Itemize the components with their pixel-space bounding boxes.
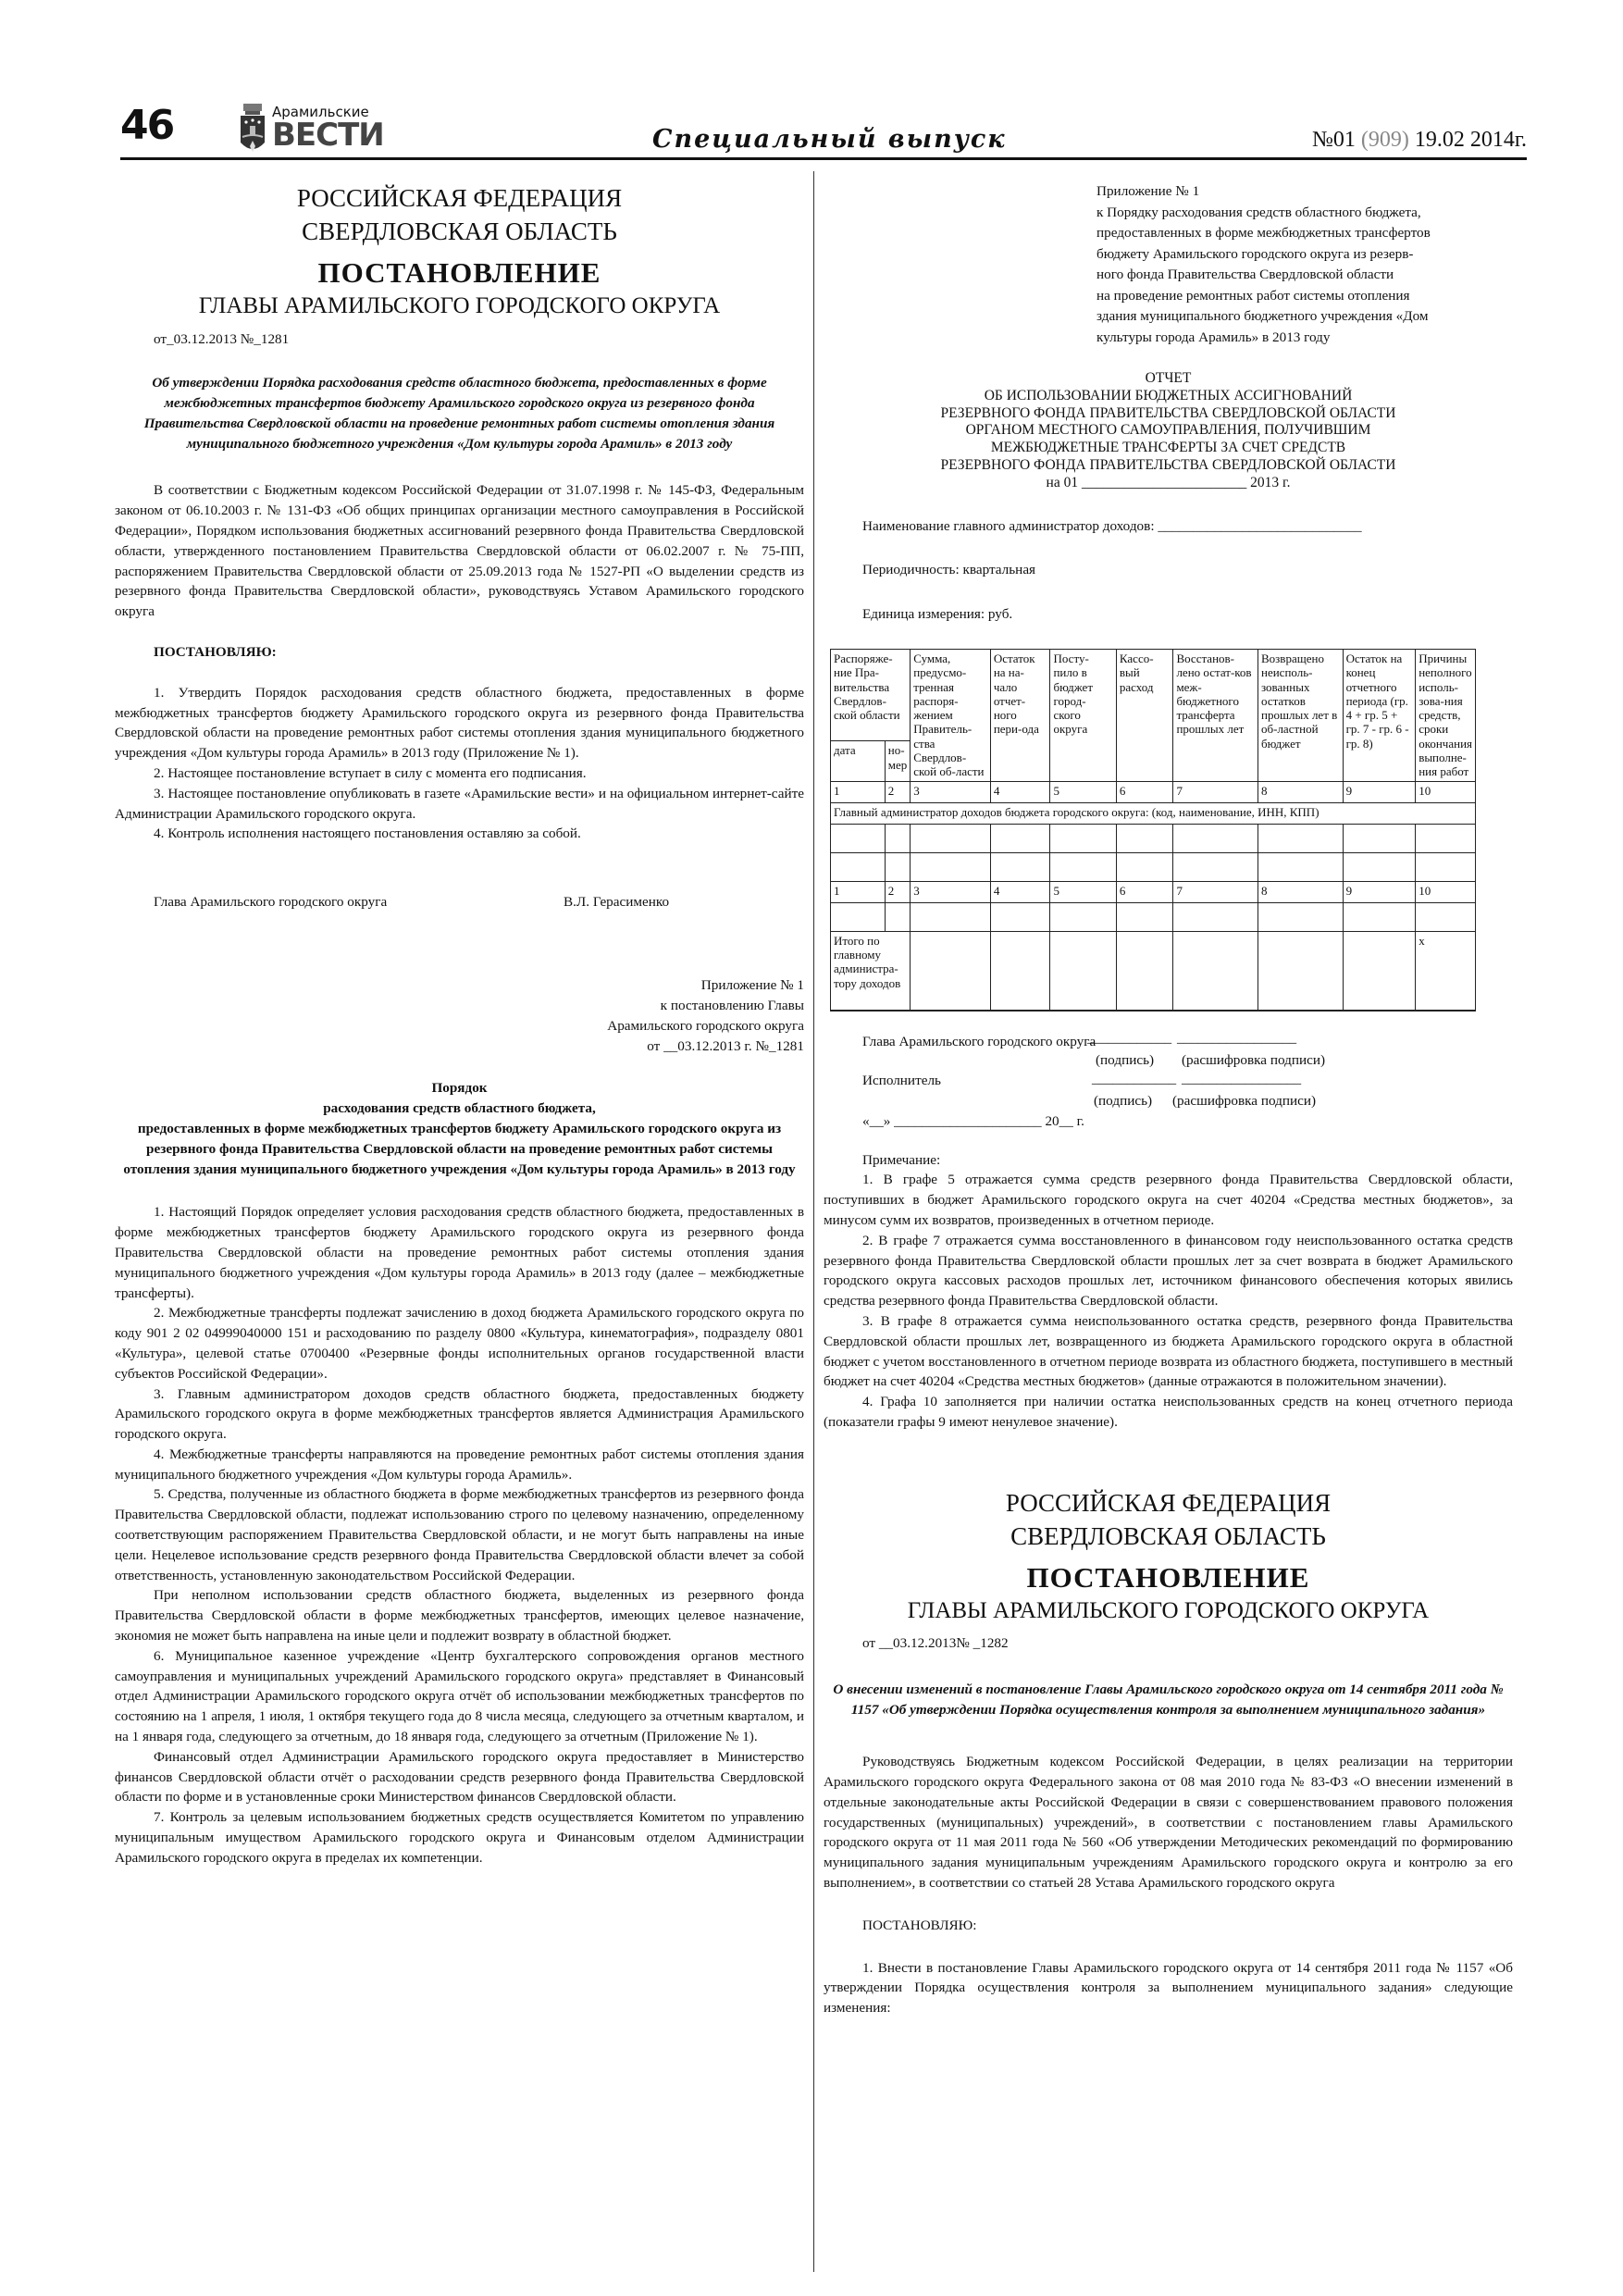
table-header-cell: Причины неполного исполь-зова-ния средств, сроки окончания выполне-ния работ	[1416, 649, 1476, 781]
column-number: 3	[911, 781, 991, 802]
issue-total-number: (909)	[1360, 128, 1409, 152]
table-admin-row	[831, 802, 1476, 824]
table-column-numbers-row	[831, 881, 1476, 902]
column-number: 6	[1116, 881, 1173, 902]
notes	[824, 1150, 1513, 1433]
sign-caption: (подпись)	[1094, 1092, 1153, 1109]
report-title-line: МЕЖБЮДЖЕТНЫЕ ТРАНСФЕРТЫ ЗА СЧЕТ СРЕДСТВ	[990, 440, 1346, 456]
decree-subject: О внесении изменений в постановление Главы Арамильского городского округа от 14 сентября 2011 года № 1157 «Об утверждении Порядка осуществления контроля за выполнением муниципального задания»	[833, 1682, 1504, 1719]
report-date-blank: «__» _____________________ 20__ г.	[862, 1112, 1084, 1129]
order-paragraph: 1. Настоящий Порядок определяет условия расходования средств областного бюджета, предоставленных в форме межбюджетных трансфертов бюджету Арамильского городского округа из резервного фонда Правительства Свердловской области на проведение ремонтных работ системы отопления здания муниципального бюджетного учреждения «Дом культуры города Арамиль» в 2013 году (далее – межбюджетные трансферты).	[115, 1204, 804, 1301]
report-table	[830, 649, 1476, 1011]
table-header-cell: Восстанов-лено остат-ков меж-бюджетного трансферта прошлых лет	[1173, 649, 1258, 781]
executor-label: Исполнитель	[862, 1072, 941, 1088]
decree-date: от_03.12.2013 №_1281	[154, 330, 290, 347]
admin-name-field: Наименование главного администратор доходов: _____________________________	[862, 517, 1362, 534]
table-row	[831, 852, 1476, 881]
state-header	[115, 181, 804, 248]
decree-type: ПОСТАНОВЛЕНИЕ	[1026, 1560, 1310, 1594]
decode-caption: (расшифровка подписи)	[1182, 1051, 1326, 1068]
column-number: 5	[1050, 881, 1116, 902]
column-number: 6	[1116, 781, 1173, 802]
masthead	[120, 102, 1527, 157]
logo-top-text: Арамильские	[272, 104, 369, 120]
table-header-cell: Остаток на на-чало отчет-ного пери-ода	[990, 649, 1050, 781]
note-item: 4. Графа 10 заполняется при наличии остатка неиспользованных средств на конец отчетного периода (показатели графы 9 имеют ненулевое значение).	[824, 1394, 1513, 1430]
report-date-line: на 01 _______________________ 2013 г.	[1046, 474, 1291, 490]
executor-sign-blank: ____________	[1092, 1070, 1177, 1086]
table-header-cell: Остаток на конец отчетного периода (гр. 4 + гр. 5 + гр. 7 - гр. 6 - гр. 8)	[1343, 649, 1416, 781]
decree2	[824, 1486, 1513, 2018]
column-number: 7	[1173, 781, 1258, 802]
resolve-heading: ПОСТАНОВЛЯЮ:	[862, 1917, 977, 1933]
report-title-line: ОБ ИСПОЛЬЗОВАНИИ БЮДЖЕТНЫХ АССИГНОВАНИЙ	[984, 387, 1353, 403]
table-header-cell: Посту-пило в бюджет город-ского округа	[1050, 649, 1116, 781]
column-number: 10	[1416, 881, 1476, 902]
column-number: 9	[1343, 881, 1416, 902]
order-paragraph: 4. Межбюджетные трансферты направляются на проведение ремонтных работ системы отопления здания муниципального бюджетного учреждения «Дом культуры города Арамиль».	[115, 1446, 804, 1483]
note-item: 1. В графе 5 отражается сумма средств резервного фонда Правительства Свердловской области, поступивших в бюджет Арамильского городского округа на счет 40204 «Средства местных бюджетов», за минусом сумм их возвратов, произведенных в отчетном периоде.	[824, 1172, 1513, 1229]
issue-date: 19.02 2014г.	[1408, 128, 1527, 152]
table-subheader-cell: дата	[831, 741, 886, 781]
order-paragraph: 5. Средства, полученные из областного бюджета в форме межбюджетных трансфертов из резервного фонда Правительства Свердловской области, подлежат использованию строго по целевому назначению, определенному соответствующим распоряжением Правительства Свердловской области, и не могут быть направлены на иные цели. Нецелевое использование средств резервного фонда Правительства Свердловской области влечет за собой ответственность, установленную законодательством Российской Федерации.	[115, 1486, 804, 1583]
table-header-row	[831, 649, 1476, 740]
annex-line: Приложение № 1	[1096, 183, 1200, 199]
annex-line: на проведение ремонтных работ системы отопления	[1096, 287, 1410, 304]
report-title-line: РЕЗЕРВНОГО ФОНДА ПРАВИТЕЛЬСТВА СВЕРДЛОВСКОЙ ОБЛАСТИ	[940, 404, 1396, 421]
head-label: Глава Арамильского городского округа	[862, 1033, 1096, 1049]
table-header-cell: Возвращено неисполь-зованных остатков прошлых лет в об-ластной бюджет	[1258, 649, 1344, 781]
decree-issuer: ГЛАВЫ АРАМИЛЬСКОГО ГОРОДСКОГО ОКРУГА	[907, 1597, 1430, 1623]
order-title	[115, 1078, 804, 1180]
note-item: 2. В графе 7 отражается сумма восстановленного в финансовом году неиспользованного остатка средств резервного фонда Правительства Свердловской области прошлых лет за счет возврата в бюджет Арамильского городского округа кассовых расходов прошлых лет, источником финансового обеспечения которых явились средства резервного фонда Правительства Свердловской области.	[824, 1232, 1513, 1309]
annex-line: ного фонда Правительства Свердловской области	[1096, 267, 1394, 282]
annex-line: от __03.12.2013 г. №_1281	[647, 1037, 804, 1054]
column-number: 2	[885, 881, 911, 902]
decode-caption: (расшифровка подписи)	[1172, 1092, 1317, 1109]
decree-item: 1. Внести в постановление Главы Арамильского городского округа от 14 сентября 2011 года № 1157 «Об утверждении Порядка осуществления контроля за выполнением муниципального задания» следующие изменения:	[824, 1959, 1513, 2017]
table-subheader-cell: но-мер	[885, 741, 911, 781]
decree-subject: Об утверждении Порядка расходования средств областного бюджета, предоставленных в форме межбюджетных трансфертов бюджету Арамильского городского округа из резервного фонда Правительства Свердловской области на проведение ремонтных работ системы отопления здания муниципального бюджетного учреждения «Дом культуры города Арамиль» в 2013 году	[143, 375, 775, 453]
notes-title: Примечание:	[862, 1151, 941, 1168]
report-signatures	[862, 1029, 1513, 1129]
total-label: Итого по главному администра-тору доходов	[831, 931, 911, 1011]
column-number: 2	[885, 781, 911, 802]
decree-item: 3. Настоящее постановление опубликовать в газете «Арамильские вести» и на официальном интернет-сайте Администрации Арамильского городского округа.	[115, 785, 804, 822]
signer-name: В.Л. Герасименко	[564, 894, 670, 911]
decree-preamble: В соответствии с Бюджетным кодексом Российской Федерации от 31.07.1998 г. № 145-ФЗ, Федеральным законом от 06.10.2003 г. № 131-ФЗ «Об общих принципах организации местного самоуправления в Российской Федерации», Порядком использования бюджетных ассигнований резервного фонда Правительства Свердловской области, утвержденного постановлением Правительства Свердловской области от 06.02.2007 г. № 75-ПП, распоряжением Правительства Свердловской области от 25.09.2013 года № 1527-РП «О выделении средств из резервного фонда Правительства Свердловской области», руководствуясь Уставом Арамильского городского округа	[115, 482, 804, 620]
order-title-line: расходования средств областного бюджета,	[323, 1100, 596, 1117]
table-header-cell: Кассо-вый расход	[1116, 649, 1173, 781]
right-column	[824, 181, 1513, 2018]
logo-main-text: ВЕСТИ	[272, 117, 384, 154]
coat-of-arms-icon	[239, 104, 266, 155]
issue-number	[1312, 128, 1527, 153]
state-line-1: РОССИЙСКАЯ ФЕДЕРАЦИЯ	[296, 184, 623, 212]
table-header-cell: Распоряже-ние Пра-вительства Свердлов-ской области	[831, 649, 911, 740]
note-item: 3. В графе 8 отражается сумма неиспользованного остатка средств, резервного фонда Правительства Свердловской области прошлых лет, возвращенного из бюджета Арамильского городского округа в областной бюджет с учетом восстановленного в отчетном периоде возврата из областного бюджета, поступившего в местный бюджет на счет 40204 «Средства местных бюджетов» (данные отражаются в положительном значении).	[824, 1313, 1513, 1390]
column-number: 1	[831, 781, 886, 802]
state-line-1: РОССИЙСКАЯ ФЕДЕРАЦИЯ	[1005, 1488, 1332, 1517]
annex-line: бюджету Арамильского городского округа из резерв-	[1096, 245, 1414, 262]
decree-type: ПОСТАНОВЛЕНИЕ	[317, 256, 601, 289]
column-number: 5	[1050, 781, 1116, 802]
head-decode-blank: _________________	[1177, 1029, 1297, 1046]
decree-issuer: ГЛАВЫ АРАМИЛЬСКОГО ГОРОДСКОГО ОКРУГА	[198, 292, 721, 318]
left-column	[115, 181, 804, 1868]
newspaper-logo	[239, 104, 470, 159]
header-rule	[120, 157, 1527, 160]
column-number: 3	[911, 881, 991, 902]
order-title-line: предоставленных в форме межбюджетных трансфертов бюджету Арамильского городского округа из резервного фонда Правительства Свердловской области на проведение ремонтных работ системы отопления здания муниципального бюджетного учреждения «Дом культуры города Арамиль» в 2013 году	[123, 1121, 796, 1178]
decree-preamble: Руководствуясь Бюджетным кодексом Российской Федерации, в целях реализации на территории Арамильского городского округа Федерального закона от 08 мая 2010 года № 83-ФЗ «О внесении изменений в отдельные законодательные акты Российской Федерации в связи с совершенствованием правового положения государственных (муниципальных) учреждений», в соответствии с постановлением главы Арамильского городского округа от 11 мая 2011 года № 560 «Об утверждении Методических рекомендаций по формированию муниципального задания муниципальным учреждениям Арамильского городского округа и контролю за его выполнением», в соответствии со статьей 28 Устава Арамильского городского округа	[824, 1754, 1513, 1891]
annex-line: к постановлению Главы	[660, 997, 804, 1013]
state-header	[824, 1486, 1513, 1553]
order-paragraph: При неполном использовании средств областного бюджета, выделенных из резервного фонда Правительства Свердловской области в форме межбюджетных трансфертов, имеющих целевое назначение, экономия не может быть направлена на иные цели и подлежит возврату в областной бюджет.	[115, 1587, 804, 1644]
report-title	[824, 370, 1513, 492]
order-paragraph: 3. Главным администратором доходов средств областного бюджета, предоставленных бюджету Арамильского городского округа в форме межбюджетных трансфертов является Администрация Арамильского городского округа.	[115, 1385, 804, 1443]
order-title-line: Порядок	[431, 1080, 488, 1097]
annex-line: Арамильского городского округа	[607, 1017, 804, 1034]
decree-item: 2. Настоящее постановление вступает в силу с момента его подписания.	[154, 764, 587, 781]
column-number: 9	[1343, 781, 1416, 802]
head-sign-blank: ____________	[1087, 1029, 1172, 1046]
annex-line: Приложение № 1	[700, 977, 804, 994]
signature-line	[115, 892, 804, 914]
column-number: 8	[1258, 781, 1344, 802]
report-annex-reference	[1096, 181, 1513, 348]
annex-line: к Порядку расходования средств областного бюджета,	[1096, 204, 1421, 220]
table-header-cell: Сумма, предусмо-тренная распоря-жением Правитель-ства Свердлов-ской об-ласти	[911, 649, 991, 781]
column-number: 4	[990, 881, 1050, 902]
state-line-2: СВЕРДЛОВСКАЯ ОБЛАСТЬ	[302, 217, 617, 245]
order-paragraph: Финансовый отдел Администрации Арамильского городского округа предоставляет в Министерство финансов Свердловской области отчёт о расходовании средств резервного фонда Правительства Свердловской области по форме и в установленные сроки Министерством финансов Свердловской области.	[115, 1748, 804, 1806]
annex-line: здания муниципального бюджетного учреждения «Дом	[1096, 308, 1429, 324]
annex-line: предоставленных в форме межбюджетных трансфертов	[1096, 225, 1431, 241]
report-title-line: ОТЧЕТ	[1145, 370, 1192, 386]
signer-title: Глава Арамильского городского округа	[154, 894, 388, 911]
column-number: 1	[831, 881, 886, 902]
annex-reference	[115, 975, 804, 1056]
column-number: 8	[1258, 881, 1344, 902]
table-row	[831, 902, 1476, 931]
column-number: 10	[1416, 781, 1476, 802]
table-column-numbers-row	[831, 781, 1476, 802]
decree-item: 1. Утвердить Порядок расходования средств областного бюджета, предоставленных в форме межбюджетных трансфертов бюджету Арамильского городского округа из резервного фонда Правительства Свердловской области на проведение ремонтных работ системы отопления здания муниципального бюджетного учреждения «Дом культуры города Арамиль» в 2013 году (Приложение № 1).	[115, 684, 804, 762]
report-title-line: РЕЗЕРВНОГО ФОНДА ПРАВИТЕЛЬСТВА СВЕРДЛОВСКОЙ ОБЛАСТИ	[940, 456, 1396, 473]
table-total-row	[831, 931, 1476, 1011]
table-row	[831, 824, 1476, 852]
annex-line: культуры города Арамиль» в 2013 году	[1096, 329, 1331, 345]
sign-caption: (подпись)	[1096, 1051, 1155, 1068]
order-paragraph: 7. Контроль за целевым использованием бюджетных средств осуществляется Комитетом по управлению муниципальным имуществом Арамильского городского округа и Финансовым отделом Администрации Арамильского городского округа в пределах их компетенции.	[115, 1809, 804, 1866]
periodicity-field: Периодичность: квартальная	[862, 562, 1036, 578]
order-paragraph: 6. Муниципальное казенное учреждение «Центр бухгалтерского сопровождения органов местного самоуправления и муниципальных учреждений Арамильского городского округа» представляет в Финансовый отдел Администрации Арамильского городского округа отчёт об использовании межбюджетных трансфертов по состоянию на 1 апреля, 1 июля, 1 октября текущего года до 8 числа месяца, следующего за отчетным кварталом, и на 1 января года, следующего за отчетным, до 18 января года, следующего за отчетным (Приложение № 1).	[115, 1647, 804, 1745]
section-title: Специальный выпуск	[652, 125, 1007, 154]
total-col10: x	[1416, 931, 1476, 1011]
report-title-line: ОРГАНОМ МЕСТНОГО САМОУПРАВЛЕНИЯ, ПОЛУЧИВШИМ	[965, 422, 1371, 439]
order-paragraph: 2. Межбюджетные трансферты подлежат зачислению в доход бюджета Арамильского городского округа по коду 901 2 02 04999040000 151 и расходованию по разделу 0800 «Культура, кинематография», подразделу 0801 «Культура», целевой статье 0700400 «Резервные фонды исполнительных органов государственной власти субъектов Российской Федерации».	[115, 1305, 804, 1382]
unit-field: Единица измерения: руб.	[862, 606, 1013, 623]
resolve-heading: ПОСТАНОВЛЯЮ:	[154, 643, 277, 660]
page-number: 46	[120, 102, 174, 149]
issue-prefix: №01	[1311, 128, 1361, 152]
decree-date: от __03.12.2013№ _1282	[862, 1635, 1009, 1652]
state-line-2: СВЕРДЛОВСКАЯ ОБЛАСТЬ	[1010, 1521, 1326, 1550]
column-divider	[813, 171, 814, 2272]
column-number: 7	[1173, 881, 1258, 902]
executor-decode-blank: _________________	[1182, 1070, 1302, 1086]
decree-item: 4. Контроль исполнения настоящего постановления оставляю за собой.	[154, 825, 581, 842]
admin-row-label: Главный администратор доходов бюджета городского округа: (код, наименование, ИНН, КПП)	[831, 802, 1476, 824]
column-number: 4	[990, 781, 1050, 802]
